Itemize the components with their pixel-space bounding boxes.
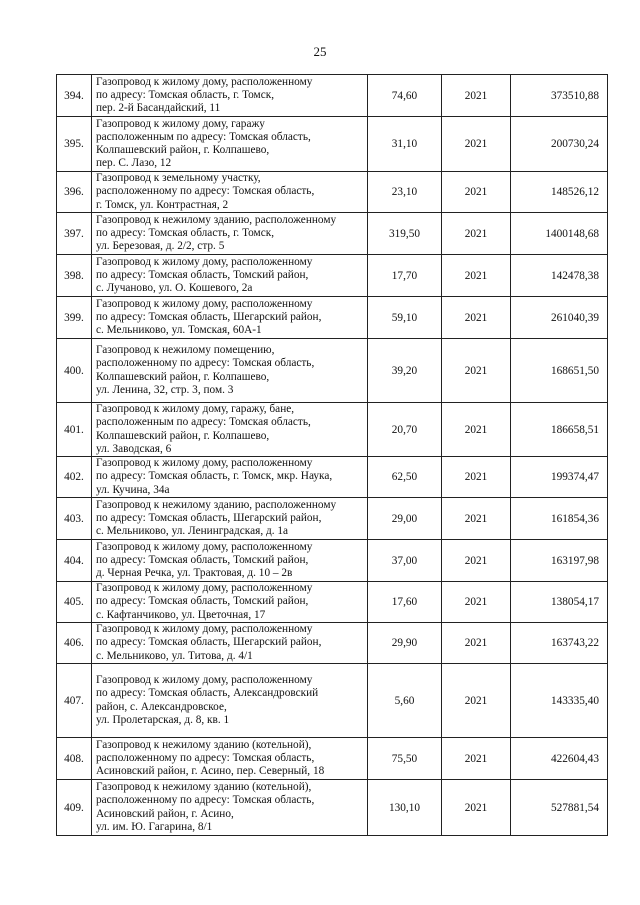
cost-value: 186658,51 (511, 403, 608, 457)
commission-year: 2021 (442, 297, 511, 339)
cost-value: 161854,36 (511, 498, 608, 540)
commission-year: 2021 (442, 255, 511, 297)
object-description (92, 457, 368, 498)
row-number: 401. (57, 403, 92, 457)
object-description (92, 780, 368, 836)
table-row (57, 75, 608, 117)
description-line: по адресу: Томская область, г. Томск, (96, 88, 275, 101)
description-line: Газопровод к жилому дому, расположенному (96, 623, 313, 636)
commission-year: 2021 (442, 457, 511, 498)
commission-year: 2021 (442, 75, 511, 117)
commission-year: 2021 (442, 623, 511, 664)
description-line: ул. Кучина, 34а (96, 483, 170, 496)
row-number: 409. (57, 780, 92, 836)
row-number: 408. (57, 738, 92, 780)
cost-value: 1400148,68 (511, 213, 608, 255)
row-number: 406. (57, 623, 92, 664)
description-line: по адресу: Томская область, Шегарский район, (96, 636, 322, 649)
description-line: по адресу: Томская область, Александровский (96, 687, 319, 700)
row-number: 402. (57, 457, 92, 498)
pipeline-length: 319,50 (368, 213, 442, 255)
row-number: 405. (57, 582, 92, 623)
table-row (57, 117, 608, 172)
description-line: Газопровод к жилому дому, расположенному (96, 674, 313, 687)
object-description (92, 75, 368, 117)
cost-value: 200730,24 (511, 117, 608, 172)
table-row (57, 498, 608, 540)
table-body (57, 75, 608, 836)
description-line: расположенному по адресу: Томская область, (96, 185, 315, 198)
row-number: 397. (57, 213, 92, 255)
description-line: по адресу: Томская область, Шегарский район, (96, 511, 322, 524)
commission-year: 2021 (442, 738, 511, 780)
description-line: Газопровод к жилому дому, расположенному (96, 75, 313, 88)
commission-year: 2021 (442, 498, 511, 540)
description-line: Газопровод к жилому дому, расположенному (96, 255, 313, 268)
description-line: пер. С. Лазо, 12 (96, 157, 172, 170)
description-line: расположенному по адресу: Томская область, (96, 794, 315, 807)
description-line: ул. Ленина, 32, стр. 3, пом. 3 (96, 383, 234, 396)
description-line: по адресу: Томская область, Томский район, (96, 268, 309, 281)
pipeline-length: 20,70 (368, 403, 442, 457)
description-line: Асиновский район, г. Асино, (96, 807, 234, 820)
pipeline-length: 17,70 (368, 255, 442, 297)
row-number: 403. (57, 498, 92, 540)
object-description (92, 540, 368, 582)
object-description (92, 738, 368, 780)
description-line: район, с. Александровское, (96, 700, 227, 713)
commission-year: 2021 (442, 664, 511, 738)
commission-year: 2021 (442, 403, 511, 457)
object-description (92, 498, 368, 540)
row-number: 396. (57, 172, 92, 213)
description-line: Колпашевский район, г. Колпашево, (96, 144, 270, 156)
object-description (92, 213, 368, 255)
pipeline-length: 29,90 (368, 623, 442, 664)
pipeline-length: 130,10 (368, 780, 442, 836)
description-line: по адресу: Томская область, г. Томск, мкр. Наука, (96, 470, 333, 483)
page-number: 25 (313, 44, 327, 59)
pipeline-length: 31,10 (368, 117, 442, 172)
description-line: г. Томск, ул. Контрастная, 2 (96, 198, 229, 211)
description-line: ул. Заводская, 6 (96, 442, 172, 455)
description-line: Газопровод к жилому дому, гаражу, бане, (96, 403, 295, 416)
table-row (57, 582, 608, 623)
description-line: расположенному по адресу: Томская область, (96, 751, 315, 764)
table-row (57, 403, 608, 457)
cost-value: 373510,88 (511, 75, 608, 117)
row-number: 404. (57, 540, 92, 582)
object-description (92, 172, 368, 213)
description-line: Газопровод к жилому дому, гаражу (96, 117, 265, 130)
description-line: Газопровод к нежилому зданию (котельной), (96, 781, 312, 794)
table-row (57, 457, 608, 498)
description-line: Газопровод к нежилому зданию (котельной), (96, 738, 312, 751)
table-row (57, 738, 608, 780)
description-line: с. Мельниково, ул. Титова, д. 4/1 (96, 649, 253, 662)
description-line: Газопровод к жилому дому, расположенному (96, 457, 313, 470)
pipeline-length: 29,00 (368, 498, 442, 540)
commission-year: 2021 (442, 780, 511, 836)
cost-value: 422604,43 (511, 738, 608, 780)
row-number: 400. (57, 339, 92, 403)
row-number: 394. (57, 75, 92, 117)
description-line: ул. им. Ю. Гагарина, 8/1 (96, 820, 213, 833)
table-row (57, 172, 608, 213)
pipeline-length: 5,60 (368, 664, 442, 738)
pipeline-length: 23,10 (368, 172, 442, 213)
pipeline-length: 37,00 (368, 540, 442, 582)
commission-year: 2021 (442, 582, 511, 623)
pipeline-length: 74,60 (368, 75, 442, 117)
row-number: 399. (57, 297, 92, 339)
description-line: расположенным по адресу: Томская область, (96, 130, 311, 143)
cost-value: 142478,38 (511, 255, 608, 297)
description-line: Газопровод к нежилому помещению, (96, 344, 275, 357)
description-line: с. Лучаново, ул. О. Кошевого, 2а (96, 282, 253, 295)
table-row (57, 297, 608, 339)
table-row (57, 255, 608, 297)
description-line: Газопровод к жилому дому, расположенному (96, 540, 313, 553)
cost-value: 143335,40 (511, 664, 608, 738)
cost-value: 163197,98 (511, 540, 608, 582)
cost-value: 138054,17 (511, 582, 608, 623)
description-line: Колпашевский район, г. Колпашево, (96, 429, 270, 442)
description-line: по адресу: Томская область, Томский район, (96, 595, 309, 608)
pipeline-length: 62,50 (368, 457, 442, 498)
object-description (92, 339, 368, 403)
description-line: Газопровод к нежилому зданию, расположенному (96, 498, 337, 511)
description-line: расположенным по адресу: Томская область, (96, 416, 311, 429)
cost-value: 261040,39 (511, 297, 608, 339)
object-description (92, 403, 368, 457)
description-line: по адресу: Томская область, г. Томск, (96, 226, 275, 239)
object-description (92, 255, 368, 297)
row-number: 395. (57, 117, 92, 172)
cost-value: 199374,47 (511, 457, 608, 498)
description-line: с. Мельниково, ул. Томская, 60А-1 (96, 324, 262, 337)
object-description (92, 582, 368, 623)
object-description (92, 117, 368, 172)
commission-year: 2021 (442, 117, 511, 172)
pipeline-length: 75,50 (368, 738, 442, 780)
pipeline-length: 17,60 (368, 582, 442, 623)
description-line: по адресу: Томская область, Томский район, (96, 553, 309, 566)
table-row (57, 623, 608, 664)
description-line: ул. Березовая, д. 2/2, стр. 5 (96, 240, 225, 253)
commission-year: 2021 (442, 213, 511, 255)
description-line: пер. 2-й Басандайский, 11 (96, 102, 221, 115)
cost-value: 148526,12 (511, 172, 608, 213)
table-row (57, 664, 608, 738)
cost-value: 163743,22 (511, 623, 608, 664)
table-row (57, 780, 608, 836)
description-line: д. Черная Речка, ул. Трактовая, д. 10 – 2в (96, 567, 293, 580)
description-line: Газопровод к жилому дому, расположенному (96, 297, 313, 310)
description-line: ул. Пролетарская, д. 8, кв. 1 (96, 713, 230, 726)
description-line: Газопровод к жилому дому, расположенному (96, 582, 313, 595)
object-description (92, 623, 368, 664)
row-number: 398. (57, 255, 92, 297)
table-row (57, 339, 608, 403)
description-line: Газопровод к земельному участку, (96, 172, 261, 185)
commission-year: 2021 (442, 339, 511, 403)
description-line: по адресу: Томская область, Шегарский район, (96, 310, 322, 323)
description-line: с. Мельниково, ул. Ленинградская, д. 1а (96, 525, 289, 538)
commission-year: 2021 (442, 540, 511, 582)
object-description (92, 664, 368, 738)
table-row (57, 540, 608, 582)
description-line: Асиновский район, г. Асино, пер. Северный, 18 (96, 765, 325, 778)
description-line: с. Кафтанчиково, ул. Цветочная, 17 (96, 608, 266, 621)
commission-year: 2021 (442, 172, 511, 213)
description-line: Колпашевский район, г. Колпашево, (96, 370, 270, 383)
description-line: Газопровод к нежилому зданию, расположенному (96, 213, 337, 226)
pipeline-length: 59,10 (368, 297, 442, 339)
gas-pipeline-registry-table (56, 74, 608, 836)
cost-value: 527881,54 (511, 780, 608, 836)
object-description (92, 297, 368, 339)
cost-value: 168651,50 (511, 339, 608, 403)
table-row (57, 213, 608, 255)
description-line: расположенному по адресу: Томская область, (96, 357, 315, 370)
row-number: 407. (57, 664, 92, 738)
pipeline-length: 39,20 (368, 339, 442, 403)
